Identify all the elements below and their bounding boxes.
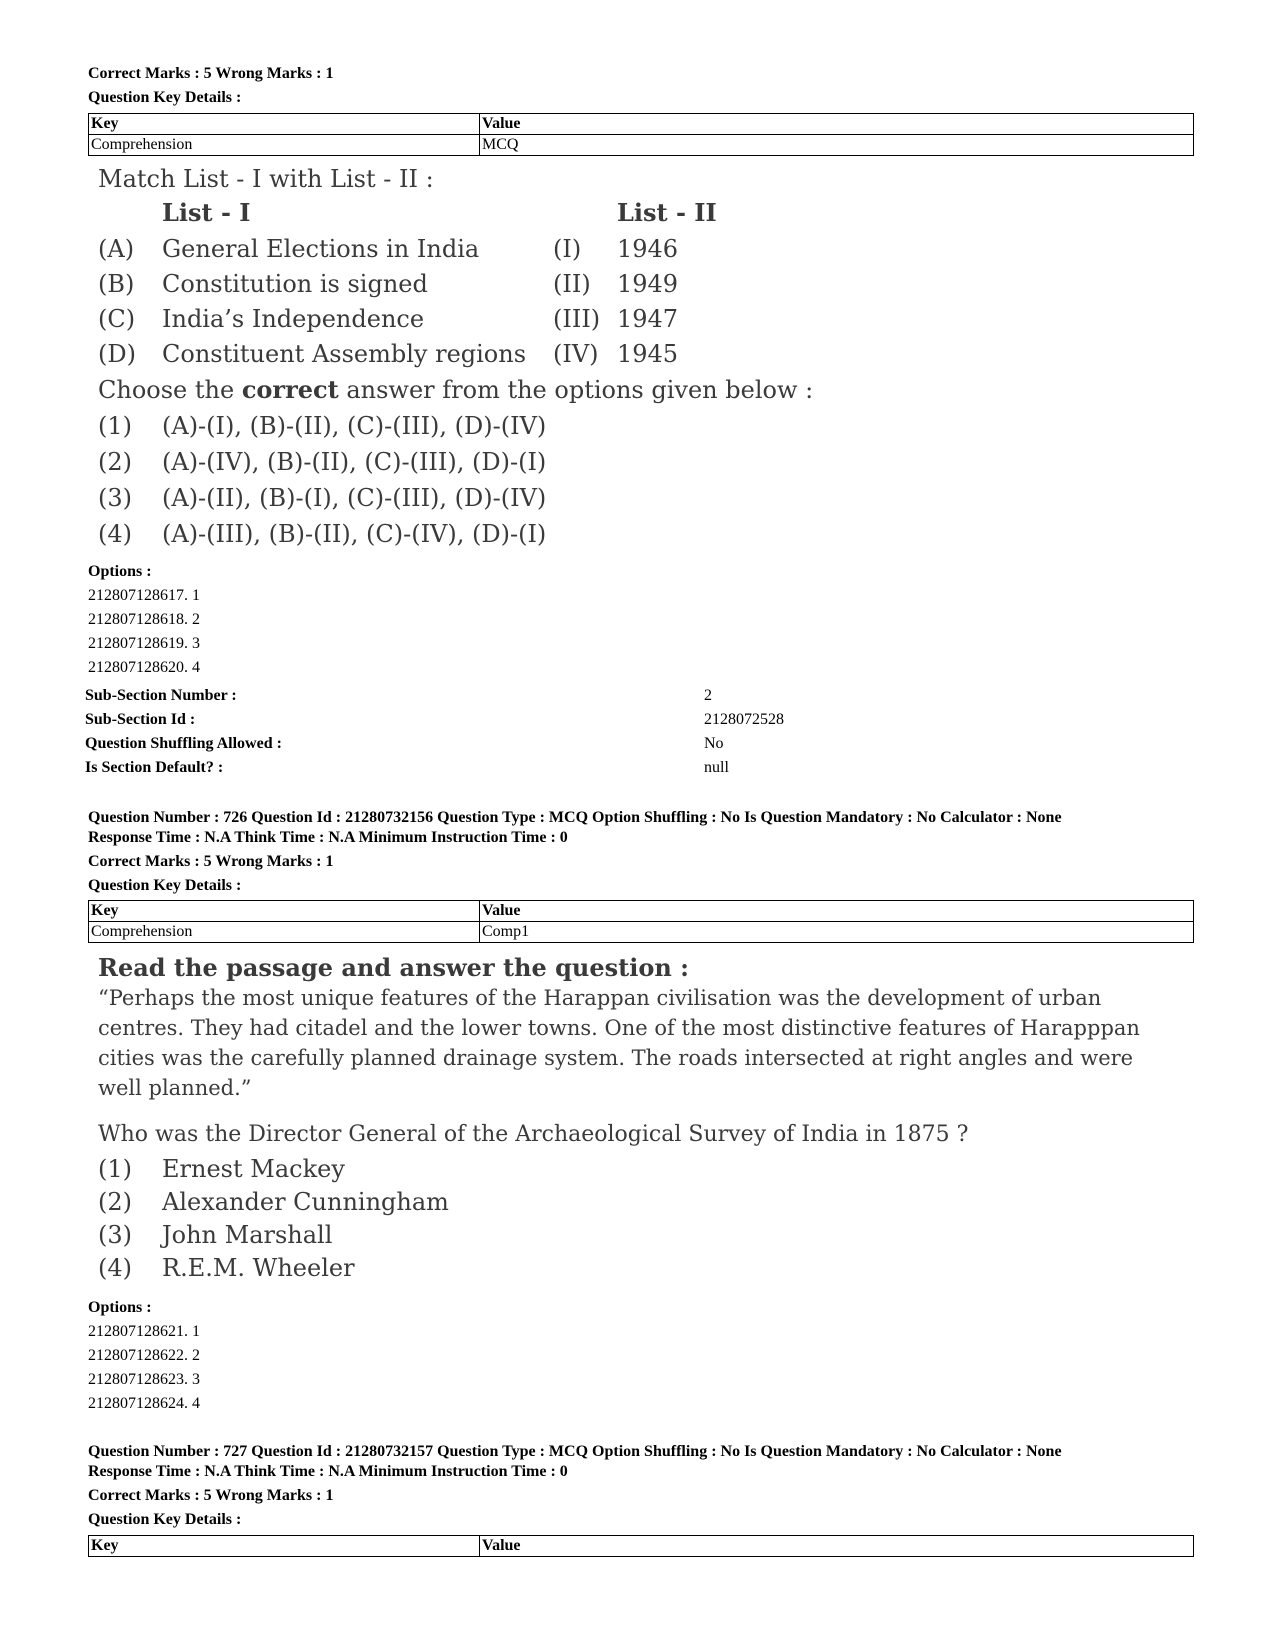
table-header-key: Key <box>89 1536 480 1557</box>
list1-label: (C) <box>98 305 136 333</box>
choose-pre: Choose the <box>98 376 242 404</box>
answer-number: (2) <box>98 1188 132 1216</box>
table-header-row <box>89 1536 1194 1557</box>
answer-text: John Marshall <box>162 1221 333 1249</box>
option-item: 212807128621. 1 <box>88 1323 200 1340</box>
list2-text: 1945 <box>617 340 679 368</box>
q726-header-line1: Question Number : 726 Question Id : 21280732156 Question Type : MCQ Option Shuffling : No Is Question Mandatory : No Calculator : None <box>88 809 1062 826</box>
table-header-key: Key <box>89 901 480 922</box>
table-header-value: Value <box>480 114 1194 135</box>
table-header-key: Key <box>89 114 480 135</box>
subsection-value: 2 <box>704 687 712 704</box>
answer-text: (A)-(II), (B)-(I), (C)-(III), (D)-(IV) <box>162 484 547 512</box>
option-item: 212807128619. 3 <box>88 635 200 652</box>
q726-marks: Correct Marks : 5 Wrong Marks : 1 <box>88 853 334 870</box>
subsection-label: Is Section Default? : <box>85 759 224 776</box>
q726-header-line2: Response Time : N.A Think Time : N.A Minimum Instruction Time : 0 <box>88 829 568 846</box>
subsection-value: No <box>704 735 724 752</box>
answer-number: (2) <box>98 448 132 476</box>
q727-header-line1: Question Number : 727 Question Id : 21280732157 Question Type : MCQ Option Shuffling : No Is Question Mandatory : No Calculator : None <box>88 1443 1062 1460</box>
answer-number: (3) <box>98 484 132 512</box>
answer-number: (1) <box>98 1155 132 1183</box>
list2-text: 1949 <box>617 270 679 298</box>
table-header-row <box>89 114 1194 135</box>
match-intro: Match List - I with List - II : <box>98 165 434 193</box>
table-cell-key: Comprehension <box>89 922 480 943</box>
choose-bold: correct <box>241 375 339 404</box>
option-item: 212807128620. 4 <box>88 659 200 676</box>
list1-text: India’s Independence <box>162 305 425 333</box>
table-header-value: Value <box>480 1536 1194 1557</box>
answer-text: Alexander Cunningham <box>162 1188 449 1216</box>
option-item: 212807128624. 4 <box>88 1395 200 1412</box>
list2-label: (I) <box>553 235 582 263</box>
question-text: Who was the Director General of the Archaeological Survey of India in 1875 ? <box>98 1122 969 1147</box>
list1-label: (B) <box>98 270 135 298</box>
option-item: 212807128618. 2 <box>88 611 200 628</box>
table-cell-value: MCQ <box>480 135 1194 156</box>
subsection-label: Question Shuffling Allowed : <box>85 735 282 752</box>
list1-text: General Elections in India <box>162 235 480 263</box>
passage-line: well planned.” <box>98 1076 252 1100</box>
passage-title: Read the passage and answer the question : <box>98 953 689 982</box>
choose-instruction <box>98 375 813 404</box>
q725-options-label: Options : <box>88 563 152 580</box>
table-row <box>89 135 1194 156</box>
answer-text: (A)-(III), (B)-(II), (C)-(IV), (D)-(I) <box>162 520 547 548</box>
q727-key-table <box>88 1535 1194 1557</box>
option-item: 212807128617. 1 <box>88 587 200 604</box>
list2-header: List - II <box>617 198 717 227</box>
passage-line: centres. They had citadel and the lower towns. One of the most distinctive features of Harapppan <box>98 1016 1140 1040</box>
list1-text: Constituent Assembly regions <box>162 340 527 368</box>
table-row <box>89 922 1194 943</box>
answer-text: (A)-(I), (B)-(II), (C)-(III), (D)-(IV) <box>162 412 547 440</box>
list2-text: 1947 <box>617 305 679 333</box>
subsection-label: Sub-Section Number : <box>85 687 237 704</box>
answer-text: Ernest Mackey <box>162 1155 345 1183</box>
list2-label: (II) <box>553 270 591 298</box>
q726-options-label: Options : <box>88 1299 152 1316</box>
list1-header: List - I <box>162 198 251 227</box>
subsection-value: 2128072528 <box>704 711 784 728</box>
table-header-row <box>89 901 1194 922</box>
list2-label: (IV) <box>553 340 599 368</box>
passage-line: “Perhaps the most unique features of the Harappan civilisation was the development of urban <box>98 986 1102 1010</box>
answer-number: (4) <box>98 1254 132 1282</box>
q725-marks: Correct Marks : 5 Wrong Marks : 1 <box>88 65 334 82</box>
subsection-label: Sub-Section Id : <box>85 711 196 728</box>
q727-key-details-label: Question Key Details : <box>88 1511 242 1528</box>
option-item: 212807128622. 2 <box>88 1347 200 1364</box>
list1-text: Constitution is signed <box>162 270 428 298</box>
answer-number: (4) <box>98 520 132 548</box>
table-cell-value: Comp1 <box>480 922 1194 943</box>
q725-key-table <box>88 113 1194 156</box>
q727-marks: Correct Marks : 5 Wrong Marks : 1 <box>88 1487 334 1504</box>
table-header-value: Value <box>480 901 1194 922</box>
answer-number: (3) <box>98 1221 132 1249</box>
list1-label: (D) <box>98 340 136 368</box>
q725-key-details-label: Question Key Details : <box>88 89 242 106</box>
list2-text: 1946 <box>617 235 679 263</box>
option-item: 212807128623. 3 <box>88 1371 200 1388</box>
answer-text: (A)-(IV), (B)-(II), (C)-(III), (D)-(I) <box>162 448 547 476</box>
q726-key-table <box>88 900 1194 943</box>
q726-key-details-label: Question Key Details : <box>88 877 242 894</box>
answer-number: (1) <box>98 412 132 440</box>
choose-post: answer from the options given below : <box>338 376 814 404</box>
table-cell-key: Comprehension <box>89 135 480 156</box>
list2-label: (III) <box>553 305 601 333</box>
answer-text: R.E.M. Wheeler <box>162 1254 355 1282</box>
list1-label: (A) <box>98 235 135 263</box>
passage-line: cities was the carefully planned drainage system. The roads intersected at right angles and were <box>98 1046 1134 1070</box>
q727-header-line2: Response Time : N.A Think Time : N.A Minimum Instruction Time : 0 <box>88 1463 568 1480</box>
subsection-value: null <box>704 759 729 776</box>
